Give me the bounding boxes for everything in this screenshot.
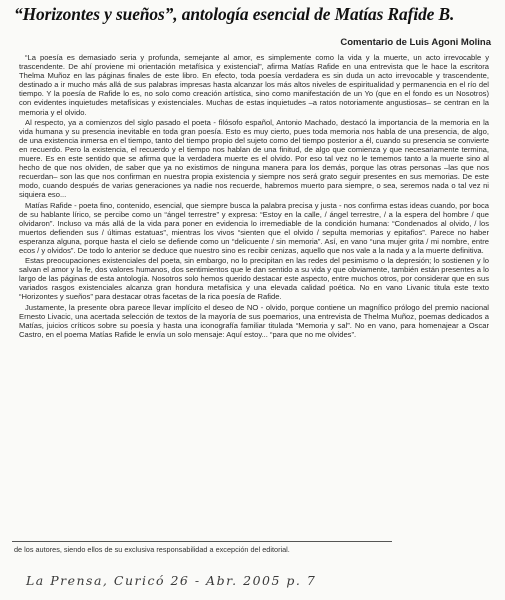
handwritten-source-note: La Prensa, Curicó 26 - Abr. 2005 p. 7 <box>26 573 317 588</box>
article-paragraph: Justamente, la presente obra parece llevar implícito el deseo de NO - olvido, porque contiene un magnífico prólogo del premio nacional Ernesto Livacic, una acertada selección de textos de la mayoría de sus poemarios, una entrevista de Thelma Muñoz, poemas dedicados a Matías, juicios críticos sobre su poesía y hasta una iconografía familiar titulada “Memoria y sal”. No en vano, para homenajear a Oscar Castro, en el poema Matías Rafide le envía un solo mensaje: Aquí estoy... “para que no me olvides”. <box>19 302 489 339</box>
article-paragraph: Al respecto, ya a comienzos del siglo pasado el poeta - filósofo español, Antonio Machado, destacó la importancia de la memoria en la vida humana y su presencia inevitable en toda gran poesía. Esto es muy cierto, pues toda memoria nos habla de una presencia, de algo, de una existencia inmersa en el tiempo, tanto del tiempo propio del sujeto como del tiempo posterior a él, cuando su presencia se convierte en recuerdo. Pero la existencia, el recuerdo y el tiempo nos hablan de una finitud, de algo que comienza y que necesariamente termina, muere. Es en este sentido que se afirma que la verdadera muerte es el olvido. Por eso tal vez no le tememos tanto a la muerte sino al hecho de que nos olviden, de saber que ya no existimos de ninguna manera para los demás, porque las otras personas –las que nos recuerdan– son las que nos confirman en nuestra propia existencia y siempre nos será grato seguir presentes en sus memorias. De este modo, cuando después de varias generaciones ya nadie nos recuerde, habremos muerto para siempre, o sea, seremos nada o tal vez ni siquiera eso... <box>19 117 489 200</box>
article-paragraph: Matías Rafide - poeta fino, contenido, esencial, que siempre busca la palabra precisa y justa - nos confirma estas ideas cuando, por boca de su hablante lírico, se percibe como un “ángel terrestre” y expresa: “Estoy en la calle, / ángel terrestre, / a la espera del hombre / que olvidaron”. Incluso va más allá de la vida para poner en evidencia lo irremediable de la condición humana: “Condenados al olvido, / los muertos defienden sus / últimas estatuas”, mientras los vivos “sienten que el olvido / sepulta memorias y epitafios”. Parece no haber esperanza alguna, porque hasta el cielo se defiende como un “delicuente / sin memoria”. Así, en vano “una mujer grita / mi nombre, entre ecos / y olvidos”. De todo lo anterior se deduce que nuestro sino es recibir cenizas, aquello que nos vale a la nada y a la muerte definitiva. <box>19 200 489 255</box>
article-body <box>19 53 489 340</box>
article-headline: “Horizontes y sueños”, antología esencial de Matías Rafide B. <box>14 4 455 24</box>
article-paragraph: “La poesía es demasiado seria y profunda, semejante al amor, es simplemente como la vida y la muerte, un acto irrevocable y trascendente. De ahí proviene mi orientación metafísica y existencial”, afirma Matías Rafide en una entrevista que le hace la escritora Thelma Muñoz en las páginas finales de este libro. En efecto, toda poesía verdadera es sin duda un acto irrevocable y trascendente, destinado a ir mucho más allá de sus palabras impresas hasta alcanzar los más altos niveles de espiritualidad y permanencia en el río del tiempo. Y la poesía de Rafide lo es, no solo como creación artística, sino como manifestación de un Yo (que en el fondo es un Nosotros) con evidentes inquietudes metafísicas y existenciales. Muchas de estas inquietudes –a ratos notoriamente angustiosas– se centran en la memoria y el olvido. <box>19 53 489 117</box>
article-byline: Comentario de Luis Agoni Molina <box>340 37 491 48</box>
footnote-divider <box>12 541 392 542</box>
article-paragraph: Estas preocupaciones existenciales del poeta, sin embargo, no lo precipitan en las redes del pesimismo o la depresión; lo sostienen y lo salvan el amor y la fe, dos valores humanos, dos sentimientos que le dan sentido a su vida y que obviamente, también están presentes a lo largo de las páginas de esta antología. Nosotros solo hemos querido destacar este aspecto, entre muchos otros, por considerar que en sus variados rasgos existenciales alcanza gran hondura metafísica y una elevada calidad poética. No en vano Livanic titula este texto “Horizontes y sueños” para destacar otras facetas de la rica poesía de Rafide. <box>19 256 489 302</box>
editorial-footnote: de los autores, siendo ellos de su exclusiva responsabilidad a excepción del editorial. <box>14 545 290 554</box>
